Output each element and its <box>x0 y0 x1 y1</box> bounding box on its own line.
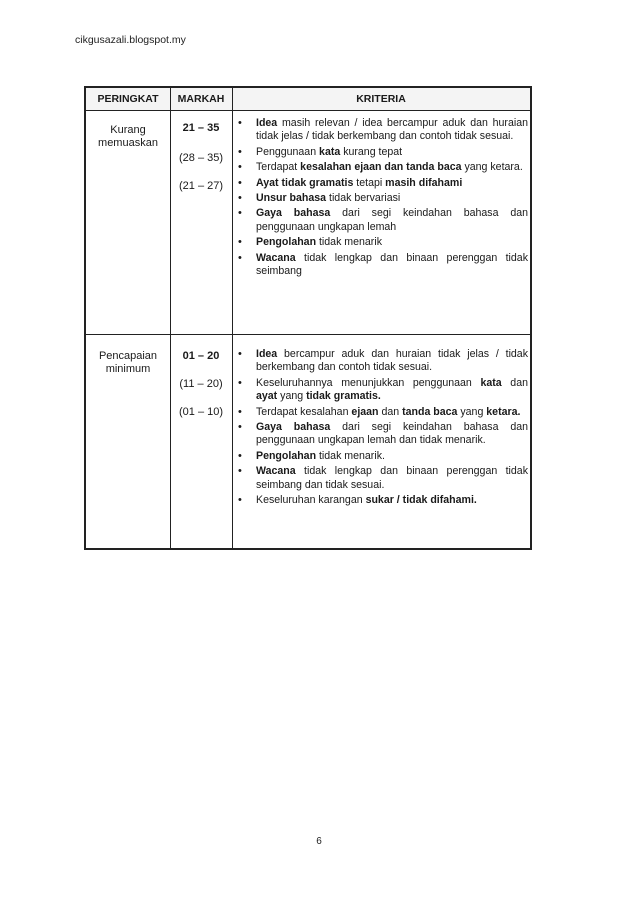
criteria-item: • Terdapat kesalahan ejaan dan tanda baca yang ketara. <box>232 161 528 174</box>
row-divider <box>86 334 530 335</box>
criteria-item: • Terdapat kesalahan ejaan dan tanda baca yang ketara. <box>232 406 528 419</box>
row2-mark-sub1: (11 – 20) <box>179 378 223 390</box>
criteria-item: • Pengolahan tidak menarik. <box>232 450 528 463</box>
row1-criteria-list <box>232 117 528 280</box>
criteria-item: • Keseluruhan karangan sukar / tidak difahami. <box>232 494 528 507</box>
criteria-item: • Gaya bahasa dari segi keindahan bahasa dan penggunaan ungkapan lemah dan tidak menarik. <box>232 421 528 448</box>
row1-mark-sub1: (28 – 35) <box>178 152 224 164</box>
criteria-item: • Idea bercampur aduk dan huraian tidak jelas / tidak berkembang dan contoh tidak sesuai. <box>232 348 528 375</box>
row2-mark-sub2: (01 – 10) <box>178 406 224 418</box>
criteria-item: • Ayat tidak gramatis tetapi masih difahami <box>232 177 528 190</box>
row2-criteria-list <box>232 348 528 509</box>
row1-mark-sub2: (21 – 27) <box>178 180 224 192</box>
column-header-kriteria: KRITERIA <box>356 93 406 105</box>
criteria-item: • Pengolahan tidak menarik <box>232 236 528 249</box>
row2-level: Pencapaian minimum <box>98 350 158 375</box>
criteria-item: • Keseluruhannya menunjukkan penggunaan kata dan ayat yang tidak gramatis. <box>232 377 528 404</box>
column-header-markah: MARKAH <box>177 93 225 105</box>
assessment-table <box>84 86 532 550</box>
row1-level: Kurang memuaskan <box>98 124 158 149</box>
page-header-site: cikgusazali.blogspot.my <box>75 34 186 46</box>
page-number: 6 <box>316 836 322 847</box>
criteria-item: • Unsur bahasa tidak bervariasi <box>232 192 528 205</box>
row2-mark-range: 01 – 20 <box>182 350 220 362</box>
criteria-item: • Idea masih relevan / idea bercampur aduk dan huraian tidak jelas / tidak berkembang dan contoh tidak sesuai. <box>232 117 528 144</box>
criteria-item: • Wacana tidak lengkap dan binaan perenggan tidak seimbang <box>232 252 528 279</box>
column-header-peringkat: PERINGKAT <box>97 93 159 105</box>
criteria-item: • Penggunaan kata kurang tepat <box>232 146 528 159</box>
criteria-item: • Wacana tidak lengkap dan binaan perenggan tidak seimbang dan tidak sesuai. <box>232 465 528 492</box>
table-header-row <box>86 88 530 111</box>
criteria-item: • Gaya bahasa dari segi keindahan bahasa dan penggunaan ungkapan lemah <box>232 207 528 234</box>
row1-mark-range: 21 – 35 <box>182 122 220 134</box>
